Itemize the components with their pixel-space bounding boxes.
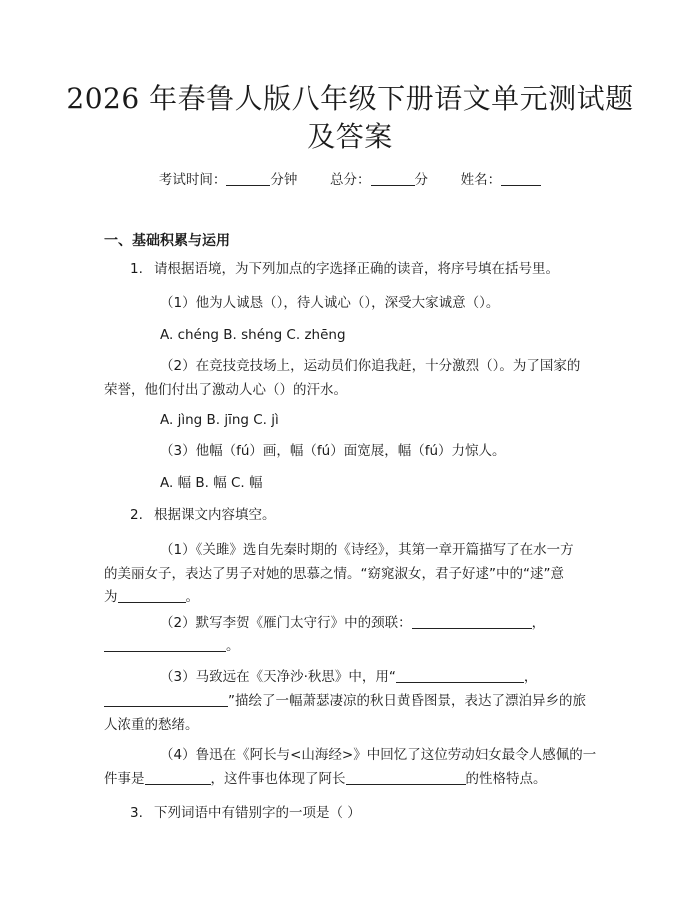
answer-blank [118,588,186,603]
score-label: 总分： [330,172,371,188]
q2-sub-1-line-3: 为 。 [104,589,199,605]
q2-sub-1-line-1: （1）《关雎》选自先秦时期的《诗经》，其第一章开篇描写了在水一方 [160,542,574,558]
question-number: 3. [130,805,143,821]
question-text: 根据课文内容填空。 [154,507,276,523]
section-heading: 一、基础积累与运用 [104,233,230,249]
question-number: 1. [130,261,143,277]
q2-sub-3-line-3: 人浓重的愁绪。 [104,717,199,733]
question-number: 2. [130,507,143,523]
q1-options-1: A. chéng B. shéng C. zhēng [160,327,346,343]
q2-sub-4-line-2: 件事是 ，这件事也体现了阿长 的性格特点。 [104,771,547,787]
q1-sub-1: （1）他为人诚恳（），待人诚心（），深受大家诚意（）。 [160,295,500,311]
q2-sub-4-line-1: （4）鲁迅在《阿长与<山海经>》中回忆了这位劳动妇女最令人感佩的一 [160,747,597,763]
answer-blank [412,614,532,629]
title-line-2: 及答案 [307,120,393,153]
question-1 [130,256,559,282]
document-title [60,80,640,156]
q2-sub-2-line-2: 。 [104,633,240,659]
time-label: 考试时间： [158,172,227,188]
time-unit: 分钟 [270,172,298,188]
score-unit: 分 [414,172,428,188]
q1-options-3: A. 幅 B. 幅 C. 幅 [160,475,263,491]
q2-sub-3-line-2: ”描绘了一幅萧瑟凄凉的秋日黄昏图景，表达了漂泊异乡的旅 [104,688,586,714]
question-2 [130,502,276,528]
q1-sub-2-line-1: （2）在竞技竞技场上，运动员们你追我赶，十分激烈（）。为了国家的 [160,358,581,374]
q2-sub-3-line-1: （3）马致远在《天净沙·秋思》中，用“ ， [160,669,538,685]
title-line-1: 2026 年春鲁人版八年级下册语文单元测试题 [66,82,634,115]
q1-options-2: A. jìng B. jīng C. jì [160,412,279,428]
name-label: 姓名： [460,172,502,188]
answer-blank [396,668,524,683]
q1-sub-2-line-2: 荣誉，他们付出了激动人心（）的汗水。 [104,382,347,398]
question-text: 下列词语中有错别字的一项是（ ） [154,805,361,821]
q2-sub-1-line-2: 的美丽女子，表达了男子对她的思慕之情。“窈窕淑女，君子好逑”中的“逑”意 [104,566,564,582]
answer-blank [145,770,211,785]
question-3 [130,800,361,826]
answer-blank [104,692,228,707]
question-text: 请根据语境，为下列加点的字选择正确的读音，将序号填在括号里。 [154,261,559,277]
q1-sub-3: （3）他幅（fú）画，幅（fú）面宽展，幅（fú）力惊人。 [160,443,506,459]
name-blank [501,171,541,186]
answer-blank [104,637,226,652]
exam-meta [0,168,700,188]
time-blank [226,171,270,186]
answer-blank [346,770,466,785]
score-blank [371,171,415,186]
q2-sub-2-line-1: （2）默写李贺《雁门太守行》中的颈联： ， [160,615,546,631]
